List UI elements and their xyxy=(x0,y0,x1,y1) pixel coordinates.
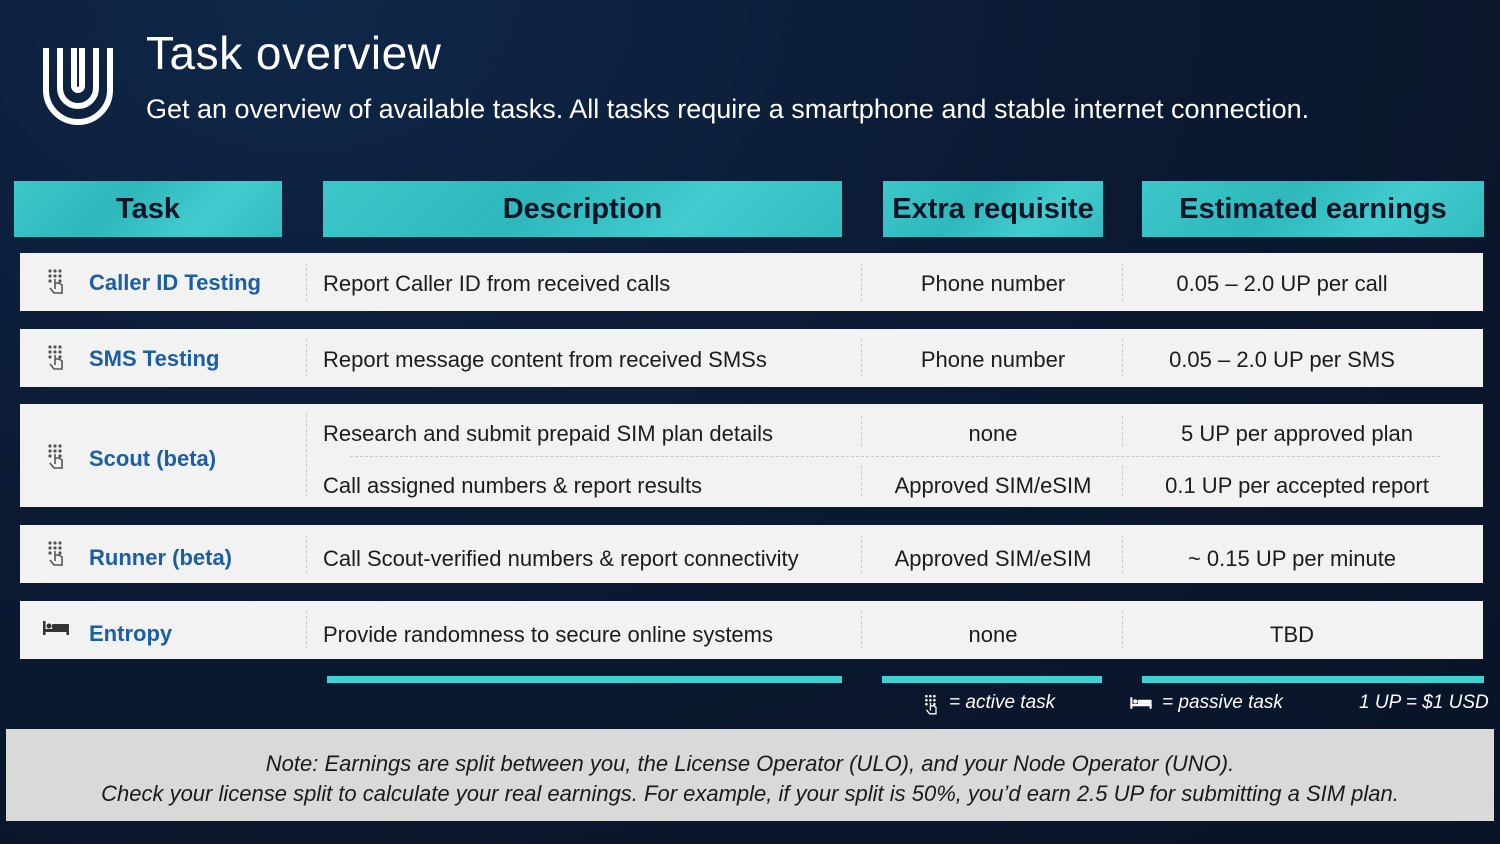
task-requisite: none xyxy=(968,421,1018,446)
currency-rate: 1 UP = $1 USD xyxy=(1359,692,1489,713)
column-divider xyxy=(861,611,862,649)
table-row xyxy=(20,525,1483,583)
task-name[interactable]: Scout (beta) xyxy=(89,446,217,471)
accent-bar xyxy=(327,676,842,683)
column-divider xyxy=(861,263,862,301)
task-earnings: ~ 0.15 UP per minute xyxy=(1187,546,1397,571)
earnings-note xyxy=(6,729,1494,821)
task-requisite: Phone number xyxy=(920,347,1066,372)
task-requisite: none xyxy=(968,622,1018,647)
brand-logo xyxy=(40,40,116,128)
task-description: Report Caller ID from received calls xyxy=(323,271,671,296)
column-header-requisite: Extra requisite xyxy=(883,181,1103,237)
task-earnings: TBD xyxy=(1270,622,1314,647)
task-description: Provide randomness to secure online systems xyxy=(323,622,773,647)
bed-icon xyxy=(42,617,70,639)
column-divider xyxy=(861,535,862,573)
task-requisite: Approved SIM/eSIM xyxy=(894,546,1092,571)
column-divider xyxy=(306,535,307,573)
task-earnings: 0.05 – 2.0 UP per call xyxy=(1176,271,1388,296)
note-line: Note: Earnings are split between you, the License Operator (ULO), and your Node Operator (UNO). xyxy=(265,751,1235,776)
column-divider xyxy=(861,339,862,377)
column-divider xyxy=(1122,611,1123,649)
task-description: Research and submit prepaid SIM plan details xyxy=(323,421,774,446)
column-divider xyxy=(861,416,862,446)
column-divider xyxy=(306,414,307,497)
legend-active: = active task xyxy=(949,692,1056,713)
page-subtitle: Get an overview of available tasks. All tasks require a smartphone and stable internet connection. xyxy=(146,94,1310,124)
column-header-description: Description xyxy=(323,181,842,237)
keypad-touch-icon xyxy=(42,343,72,373)
bed-icon xyxy=(1127,694,1155,712)
task-earnings: 0.1 UP per accepted report xyxy=(1165,473,1429,498)
accent-bar xyxy=(882,676,1102,683)
column-divider xyxy=(306,611,307,649)
keypad-touch-icon xyxy=(42,539,72,569)
column-header-task: Task xyxy=(14,181,282,237)
column-header-earnings: Estimated earnings xyxy=(1142,181,1484,237)
page-title: Task overview xyxy=(146,27,442,79)
column-divider xyxy=(306,263,307,301)
table-row xyxy=(20,329,1483,387)
keypad-touch-icon xyxy=(42,442,72,472)
column-divider xyxy=(861,466,862,496)
task-earnings: 5 UP per approved plan xyxy=(1181,421,1413,446)
task-name[interactable]: SMS Testing xyxy=(89,346,220,371)
table-row xyxy=(20,404,1483,507)
column-divider xyxy=(1122,535,1123,573)
column-divider xyxy=(1122,466,1123,496)
sub-row-divider xyxy=(350,456,1440,457)
task-description: Call assigned numbers & report results xyxy=(323,473,703,498)
column-divider xyxy=(306,339,307,377)
note-line: Check your license split to calculate your real earnings. For example, if your split is 50%, you’d earn 2.5 UP for submitting a SIM plan. xyxy=(101,781,1399,806)
accent-bar xyxy=(1142,676,1484,683)
task-requisite: Approved SIM/eSIM xyxy=(894,473,1092,498)
task-name[interactable]: Runner (beta) xyxy=(89,545,232,570)
column-divider xyxy=(1122,416,1123,446)
table-row xyxy=(20,601,1483,659)
keypad-touch-icon xyxy=(920,691,944,719)
task-earnings: 0.05 – 2.0 UP per SMS xyxy=(1169,347,1395,372)
keypad-touch-icon xyxy=(42,267,72,297)
task-name[interactable]: Entropy xyxy=(89,621,173,646)
task-name[interactable]: Caller ID Testing xyxy=(89,270,261,295)
task-description: Call Scout-verified numbers & report connectivity xyxy=(323,546,799,571)
task-requisite: Phone number xyxy=(920,271,1066,296)
column-divider xyxy=(1122,263,1123,301)
table-row xyxy=(20,253,1483,311)
task-description: Report message content from received SMSs xyxy=(323,347,767,372)
legend-passive: = passive task xyxy=(1162,692,1283,713)
column-divider xyxy=(1122,339,1123,377)
